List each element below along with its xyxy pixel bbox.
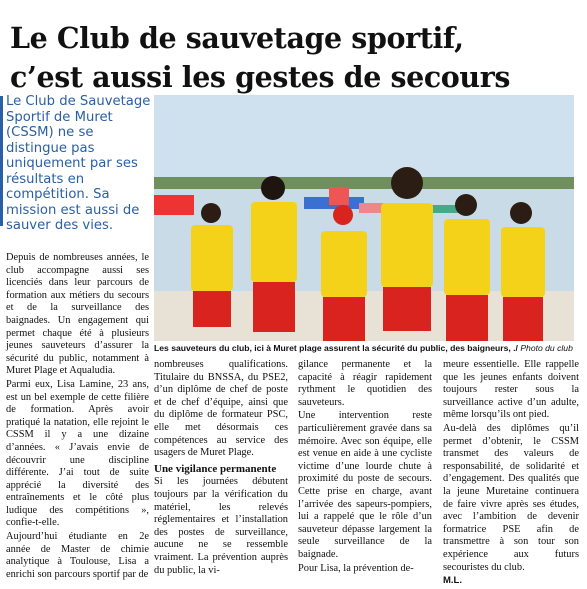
caption-credit: Photo du club — [520, 343, 573, 353]
article-column-3 — [298, 359, 432, 576]
paragraph: Une intervention reste particulièrement gravée dans sa mémoire. Avec son équipe, elle est venue en aide à une cycliste victime d’une lourde chute à proximité du poste de secours. Cette prise en charge, avant l’arrivée des sapeurs-pompiers, lui a rappelé que le rôle d’un sauveteur dépasse largement la seule surveillance de la baignade. — [298, 410, 432, 560]
paragraph: Pour Lisa, la prévention de- — [298, 562, 414, 574]
paragraph: Si les journées débutent toujours par la vérification du matériel, les relevés réglementaires et l’installation des postes de surveillance, aucune ne se ressemble vraiment. La prévention auprès du public, la vi- — [154, 476, 288, 576]
article-column-4 — [443, 359, 579, 589]
article-column-2 — [154, 359, 288, 578]
paragraph: Depuis de nombreuses années, le club accompagne aussi ses licenciés dans leur parcours de formation aux métiers du secours et de la surveillance des baignades. Un engagement qui permet chaque été à plusieurs jeunes sauveteurs d’assurer la sécurité du public, notamment à Muret Plage et Aqualudia. — [6, 252, 149, 377]
headline-line-1: Le Club de sauvetage sportif, — [10, 21, 464, 56]
article-column-1 — [6, 252, 149, 582]
paragraph: Aujourd’hui étudiante en 2e année de Master de chimie analytique à Toulouse, Lisa a enrichi son parcours sportif par de — [6, 531, 149, 580]
headline-line-2: c’est aussi les gestes de secours — [10, 60, 510, 95]
author-signature: M.L. — [443, 575, 462, 587]
paragraph: Parmi eux, Lisa Lamine, 23 ans, est un bel exemple de cette filière de formation. Après avoir pratiqué la natation, elle rejoint le CSSM il y a une dizaine d’années. « J’avais envie de découvrir une discipline différente. J’ai tout de suite apprécié la diversité des entraînements et le côté plus ludique des compétitions », confie-t-elle. — [6, 378, 149, 529]
paragraph: meure essentielle. Elle rappelle que les jeunes enfants doivent toujours rester sous la surveillance active d’un adulte, même lorsqu’ils ont pied. — [443, 359, 579, 421]
photo-caption — [154, 343, 584, 354]
paragraph: Au-delà des diplômes qu’il permet d’obtenir, le CSSM transmet des valeurs de responsabilité, de solidarité et d’engagement. Des qualités que la jeune Muretaine continuera de faire vivre après ses études, avec l’ambition de devenir formatrice PSE afin de transmettre à son tour son expérience aux futurs secouristes du club. — [443, 422, 579, 573]
paragraph: nombreuses qualifications. Titulaire du BNSSA, du PSE2, d’un diplôme de chef de poste et de chef d’équipe, ainsi que du diplôme de formateur PSC, elle met désormais ces compétences au service des usagers de Muret Plage. — [154, 359, 288, 459]
caption-text: Les sauveteurs du club, ici à Muret plage assurent la sécurité du public, des baigneurs, ./ — [154, 343, 518, 353]
lifeguards-photo-illustration — [154, 95, 574, 341]
subheading: Une vigilance permanente — [154, 462, 277, 475]
lead-paragraph: Le Club de Sauvetage Sportif de Muret (CSSM) ne se distingue pas uniquement par ses résultats en compétition. Sa mission est aussi de sauver des vies. — [6, 94, 151, 233]
lead-accent-bar — [0, 96, 3, 226]
headline — [10, 19, 580, 97]
paragraph: gilance permanente et la capacité à réagir rapidement rythment le quotidien des sauveteurs. — [298, 359, 432, 408]
article-photo — [154, 95, 574, 341]
